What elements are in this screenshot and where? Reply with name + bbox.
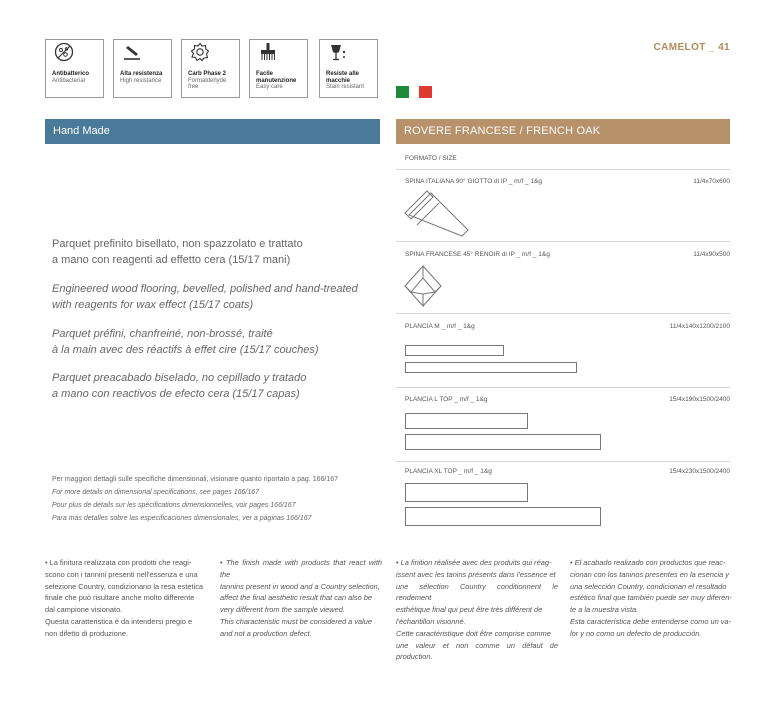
note-line: • The finish made with products that react with the xyxy=(220,558,382,579)
feature-subtitle: High resistance xyxy=(120,77,162,84)
note-line: dal campione visionato. xyxy=(45,605,123,615)
note-line: affect the final aesthetic result that can also be xyxy=(220,593,373,603)
herringbone-45-diagram xyxy=(403,264,443,308)
note-line: Esta característica debe entenderse como un va- xyxy=(570,616,732,626)
description-line: Engineered wood flooring, bevelled, polished and hand-treated xyxy=(52,283,358,295)
format-name: PLANCIA L TOP _ m/f _ 1&g xyxy=(405,396,488,403)
note-line: Cette caractéristique doit être comprise comme xyxy=(396,628,551,638)
note-line: estético final que también puede ser muy diferen- xyxy=(570,593,732,603)
plank-diagram xyxy=(405,507,601,526)
note-line: esthétique final qui peut être très différent de xyxy=(396,605,543,615)
description-english xyxy=(52,282,358,313)
carb-phase-icon xyxy=(190,42,210,62)
footnote-french: Pour plus de détails sur les spécifications dimensionnelles, voir pages 166/167 xyxy=(52,502,296,509)
format-dims: 11/4x90x500 xyxy=(693,251,730,258)
note-italian xyxy=(45,557,207,640)
french-oak-bar: ROVERE FRANCESE / FRENCH OAK xyxy=(396,119,730,144)
format-dims: 11/4x70x600 xyxy=(693,178,730,185)
plank-diagram xyxy=(405,434,601,450)
feature-subtitle: Antibacterial xyxy=(52,77,86,84)
note-line: l'échantillon visionné. xyxy=(396,616,466,626)
feature-easy-care xyxy=(249,39,308,98)
note-line: issent avec les tanins présents dans l'essence et xyxy=(396,569,556,579)
page-brand: CAMELOT _ 41 xyxy=(653,42,730,53)
format-name: SPINA ITALIANA 90° GIOTTO di IP _ m/f _ 1&g xyxy=(405,178,542,185)
description-line: a mano con reagenti ad effetto cera (15/17 mani) xyxy=(52,253,291,266)
easy-care-icon xyxy=(258,42,278,62)
note-line: • La finitura realizzata con prodotti che reagi- xyxy=(45,558,192,567)
feature-high-resistance xyxy=(113,39,172,98)
flag-green xyxy=(396,86,409,98)
note-line: and not a production defect. xyxy=(220,628,312,638)
note-line: • El acabado realizado con productos que reac- xyxy=(570,558,726,567)
note-french xyxy=(396,557,558,663)
feature-title: Carb Phase 2 xyxy=(188,71,227,77)
format-name: PLANCIA M _ m/f _ 1&g xyxy=(405,323,475,330)
note-english xyxy=(220,557,382,640)
note-line: finale che può risultare anche molto differente xyxy=(45,593,195,603)
note-line: una selección Country, condicionan el resultado xyxy=(570,581,727,591)
divider xyxy=(396,313,730,314)
note-line: non difetto di produzione. xyxy=(45,628,129,638)
divider xyxy=(396,241,730,242)
feature-subtitle: Easy care xyxy=(256,84,283,91)
feature-title: Alta resistenza xyxy=(120,71,163,77)
feature-stain-resistant xyxy=(319,39,378,98)
footnote-italian: Per maggiori dettagli sulle specifiche dimensionali, visionare quanto riportato a pag. 166/167 xyxy=(52,476,339,483)
note-spanish xyxy=(570,557,732,640)
format-dims: 15/4x190x1500/2400 xyxy=(669,396,730,403)
plank-diagram xyxy=(405,483,528,502)
note-line: selezione Country, condizionano la resa estetica xyxy=(45,581,204,591)
note-line: very different from the sample viewed. xyxy=(220,605,345,615)
description-french xyxy=(52,327,319,358)
feature-carb-phase xyxy=(181,39,240,98)
format-name: PLANCIA XL TOP _ m/f _ 1&g xyxy=(405,468,492,475)
description-line: Parquet preacabado biselado, no cepillado y tratado xyxy=(52,372,307,384)
herringbone-90-diagram xyxy=(403,188,473,238)
feature-subtitle: Formaldehyde free xyxy=(188,77,227,91)
flag-red xyxy=(419,86,432,98)
note-line: lor y no como un defecto de producción. xyxy=(570,628,702,638)
description-line: à la main avec des réactifs à effet cire (15/17 couches) xyxy=(52,343,319,356)
antibacterial-icon xyxy=(54,42,74,62)
description-line: a mano con reactivos de efecto cera (15/17 capas) xyxy=(52,387,300,400)
format-dims: 11/4x140x1200/2100 xyxy=(669,323,730,330)
description-line: Parquet prefinito bisellato, non spazzolato e trattato xyxy=(52,238,303,250)
note-line: tannins present in wood and a Country selection, xyxy=(220,581,380,591)
plank-diagram xyxy=(405,413,528,429)
divider xyxy=(396,461,730,462)
description-italian xyxy=(52,237,303,268)
plank-diagram xyxy=(405,362,577,373)
feature-subtitle: Stain resistant xyxy=(326,84,365,91)
high-resistance-icon xyxy=(122,42,142,62)
stain-resistant-icon xyxy=(328,42,348,62)
format-size-label: FORMATO / SIZE xyxy=(405,155,457,162)
footnote-english: For more details on dimensional specifications, see pages 166/167 xyxy=(52,489,260,496)
plank-diagram xyxy=(405,345,504,356)
note-line: scono con i tannini presenti nell'essenza e una xyxy=(45,569,198,579)
format-dims: 15/4x230x1500/2400 xyxy=(669,468,730,475)
note-line: une valeur et non comme un défaut de production. xyxy=(396,640,558,662)
hand-made-bar: Hand Made xyxy=(45,119,380,144)
note-line: • La finition réalisée avec des produits qui réag- xyxy=(396,558,552,567)
note-line: Questa caratteristica è da intendersi pregio e xyxy=(45,616,193,626)
note-line: une sélection Country conditionnent le rendement xyxy=(396,581,558,603)
note-line: cionan con los taninos presentes en la esencia y xyxy=(570,569,729,579)
footnote-spanish: Para más detalles sobre las especificaciones dimensionales, ver a páginas 166/167 xyxy=(52,515,312,522)
description-line: Parquet préfini, chanfreiné, non-brossé, traité xyxy=(52,328,273,340)
description-line: with reagents for wax effect (15/17 coats) xyxy=(52,298,254,311)
note-line: This characteristic must be considered a value xyxy=(220,616,372,626)
description-spanish xyxy=(52,371,306,402)
feature-title: Resiste alle macchie xyxy=(326,71,360,84)
divider xyxy=(396,387,730,388)
feature-antibacterial xyxy=(45,39,104,98)
feature-title: Facile manutenzione xyxy=(256,71,297,84)
divider xyxy=(396,169,730,170)
note-line: te a la muestra vista. xyxy=(570,605,639,615)
format-name: SPINA FRANCESE 45° RENOIR di IP _ m/f _ 1&g xyxy=(405,251,550,258)
feature-title: Antibatterico xyxy=(52,71,90,77)
